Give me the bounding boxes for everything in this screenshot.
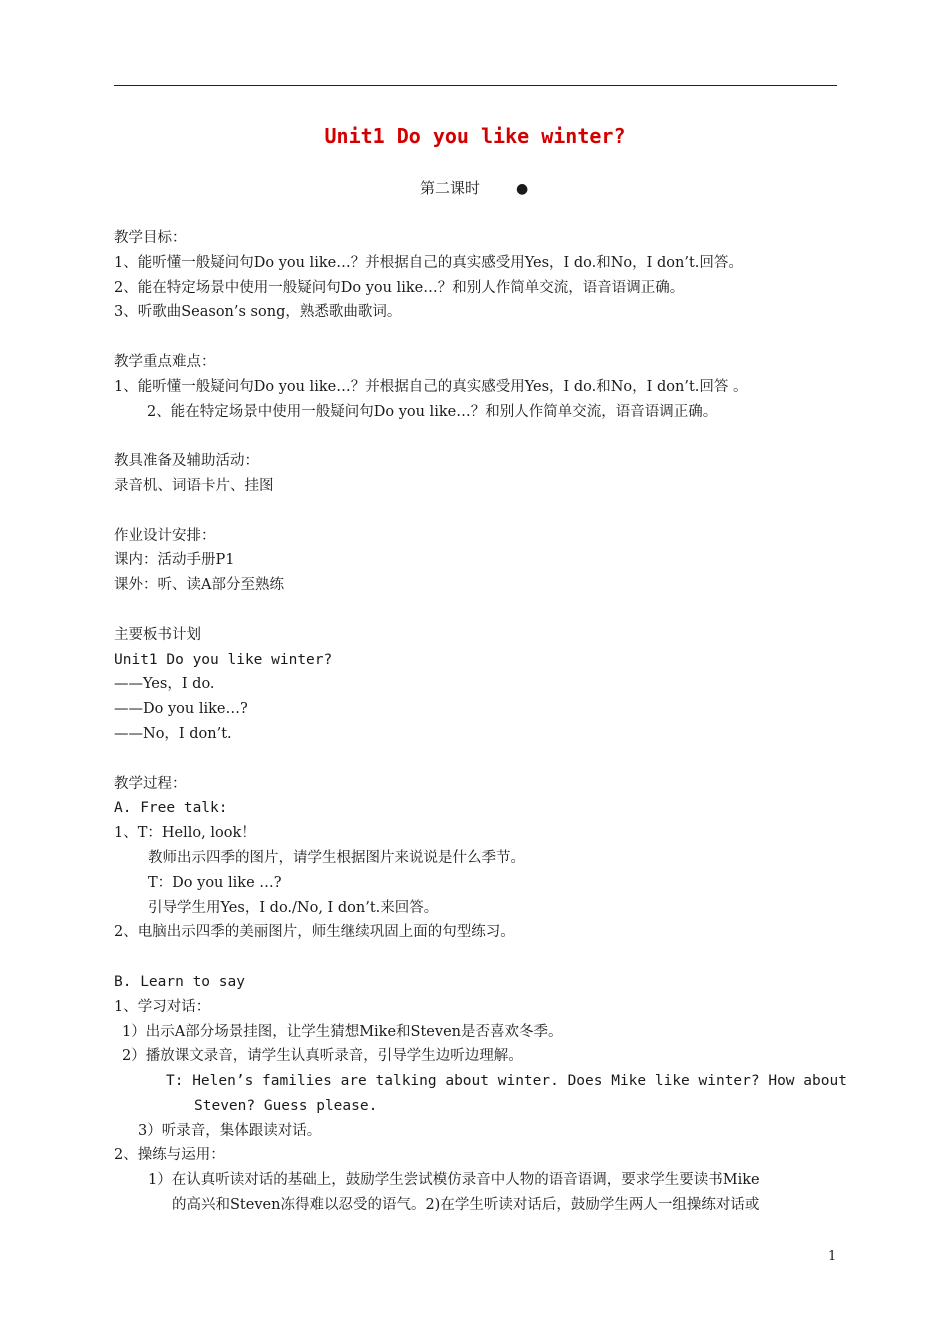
homework-item: 课内：活动手册P1 (114, 552, 235, 569)
process-b-line: Steven? Guess please. (194, 1097, 378, 1114)
process-b-line: 1）在认真听读对话的基础上，鼓励学生尝试模仿录音中人物的语音语调，要求学生要读书Mike (148, 1172, 760, 1189)
process-a-line: 1、T：Hello, look！ (114, 825, 256, 842)
materials-text: 录音机、词语卡片、挂图 (114, 477, 274, 494)
document-title: Unit1 Do you like winter? (324, 124, 626, 148)
process-b-line: T: Helen’s families are talking about winter. Does Mike like winter? How about (166, 1073, 847, 1090)
process-b-line: 2）播放课文录音，请学生认真听录音，引导学生边听边理解。 (122, 1048, 523, 1065)
board-item: Unit1 Do you like winter? (114, 651, 333, 668)
section-heading-materials: 教具准备及辅助活动： (114, 453, 259, 470)
section-heading-objectives: 教学目标： (114, 230, 187, 246)
header-rule (114, 85, 837, 86)
process-b-line: 1、学习对话： (114, 998, 211, 1015)
process-a-line: T：Do you like …? (148, 874, 282, 891)
process-a-line: 教师出示四季的图片，请学生根据图片来说说是什么季节。 (148, 849, 525, 866)
board-item: ——Yes，I do. (114, 676, 215, 693)
board-item: ——Do you like…? (114, 701, 248, 718)
process-a-line: 引导学生用Yes，I do./No, I don’t.来回答。 (148, 899, 439, 916)
process-b-line: 1）出示A部分场景挂图，让学生猜想Mike和Steven是否喜欢冬季。 (122, 1023, 563, 1040)
keypoint-item: 2、能在特定场景中使用一般疑问句Do you like…？和别人作简单交流，语音语调正确。 (147, 403, 718, 420)
process-a-heading: A. Free talk: (114, 800, 228, 817)
subtitle-text: 第二课时 (420, 179, 481, 197)
process-b-line: 2、操练与运用： (114, 1147, 225, 1164)
lesson-subtitle (420, 177, 528, 198)
process-b-line: 3）听录音，集体跟读对话。 (138, 1122, 322, 1139)
board-item: ——No，I don’t. (114, 725, 232, 742)
objective-item: 2、能在特定场景中使用一般疑问句Do you like…？和别人作简单交流，语音语调正确。 (114, 279, 685, 296)
section-heading-keypoints: 教学重点难点： (114, 353, 216, 370)
section-heading-process: 教学过程： (114, 775, 187, 792)
process-b-heading: B. Learn to say (114, 973, 245, 990)
section-heading-homework: 作业设计安排： (114, 527, 216, 544)
document-body (114, 226, 854, 1218)
keypoint-item: 1、能听懂一般疑问句Do you like…？并根据自己的真实感受用Yes，I do.和No，I don’t.回答 。 (114, 378, 748, 395)
page-number: 1 (828, 1249, 837, 1264)
section-heading-board: 主要板书计划 (114, 626, 201, 643)
process-b-line: 的高兴和Steven冻得难以忍受的语气。2)在学生听读对话后，鼓励学生两人一组操练对话或 (172, 1197, 760, 1214)
objective-item: 1、能听懂一般疑问句Do you like…？并根据自己的真实感受用Yes，I do.和No，I don’t.回答。 (114, 254, 743, 271)
objective-item: 3、听歌曲Season’s song，熟悉歌曲歌词。 (114, 304, 402, 321)
process-a-line: 2、电脑出示四季的美丽图片，师生继续巩固上面的句型练习。 (114, 924, 515, 941)
bullet-icon: ● (516, 181, 529, 197)
homework-item: 课外：听、读A部分至熟练 (114, 577, 284, 594)
